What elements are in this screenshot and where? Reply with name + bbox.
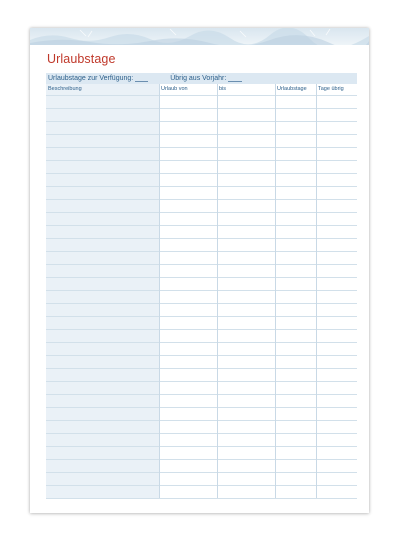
available-days-blank[interactable] [135, 75, 148, 82]
frost-pattern-icon [30, 28, 369, 45]
table-row[interactable] [46, 329, 357, 330]
table-row[interactable] [46, 173, 357, 174]
column-header-from: Urlaub von [161, 86, 188, 92]
table-row[interactable] [46, 342, 357, 343]
table-row[interactable] [46, 472, 357, 473]
column-header-days: Urlaubstage [277, 86, 307, 92]
summary-bar [46, 73, 357, 84]
table-row[interactable] [46, 199, 357, 200]
table-row[interactable] [46, 121, 357, 122]
planner-page [30, 28, 369, 513]
table-row[interactable] [46, 381, 357, 382]
table-row[interactable] [46, 368, 357, 369]
available-days-field[interactable] [48, 75, 148, 82]
column-header-to: bis [219, 86, 227, 92]
table-row[interactable] [46, 498, 357, 499]
table-row[interactable] [46, 485, 357, 486]
table-row[interactable] [46, 290, 357, 291]
table-row[interactable] [46, 108, 357, 109]
table-row[interactable] [46, 303, 357, 304]
table-row[interactable] [46, 160, 357, 161]
available-days-label: Urlaubstage zur Verfügung: [48, 75, 134, 82]
column-divider [159, 84, 160, 498]
vacation-table [46, 84, 357, 498]
table-row[interactable] [46, 186, 357, 187]
table-row[interactable] [46, 264, 357, 265]
table-row[interactable] [46, 277, 357, 278]
table-row[interactable] [46, 147, 357, 148]
table-row[interactable] [46, 316, 357, 317]
decorative-banner [30, 28, 369, 45]
column-divider [217, 84, 218, 498]
table-row[interactable] [46, 134, 357, 135]
table-row[interactable] [46, 238, 357, 239]
table-row[interactable] [46, 251, 357, 252]
column-header-remaining: Tage übrig [318, 86, 344, 92]
carryover-days-field[interactable] [170, 75, 242, 82]
table-row[interactable] [46, 433, 357, 434]
table-row[interactable] [46, 407, 357, 408]
table-row[interactable] [46, 225, 357, 226]
table-row[interactable] [46, 355, 357, 356]
table-row[interactable] [46, 394, 357, 395]
page-title: Urlaubstage [47, 52, 116, 66]
table-row[interactable] [46, 95, 357, 96]
table-row[interactable] [46, 420, 357, 421]
table-row[interactable] [46, 446, 357, 447]
table-row[interactable] [46, 459, 357, 460]
column-header-description: Beschreibung [48, 86, 82, 92]
column-divider [275, 84, 276, 498]
column-divider [316, 84, 317, 498]
carryover-days-label: Übrig aus Vorjahr: [170, 75, 227, 82]
table-row[interactable] [46, 212, 357, 213]
carryover-days-blank[interactable] [228, 75, 242, 82]
table-rows [46, 84, 357, 498]
